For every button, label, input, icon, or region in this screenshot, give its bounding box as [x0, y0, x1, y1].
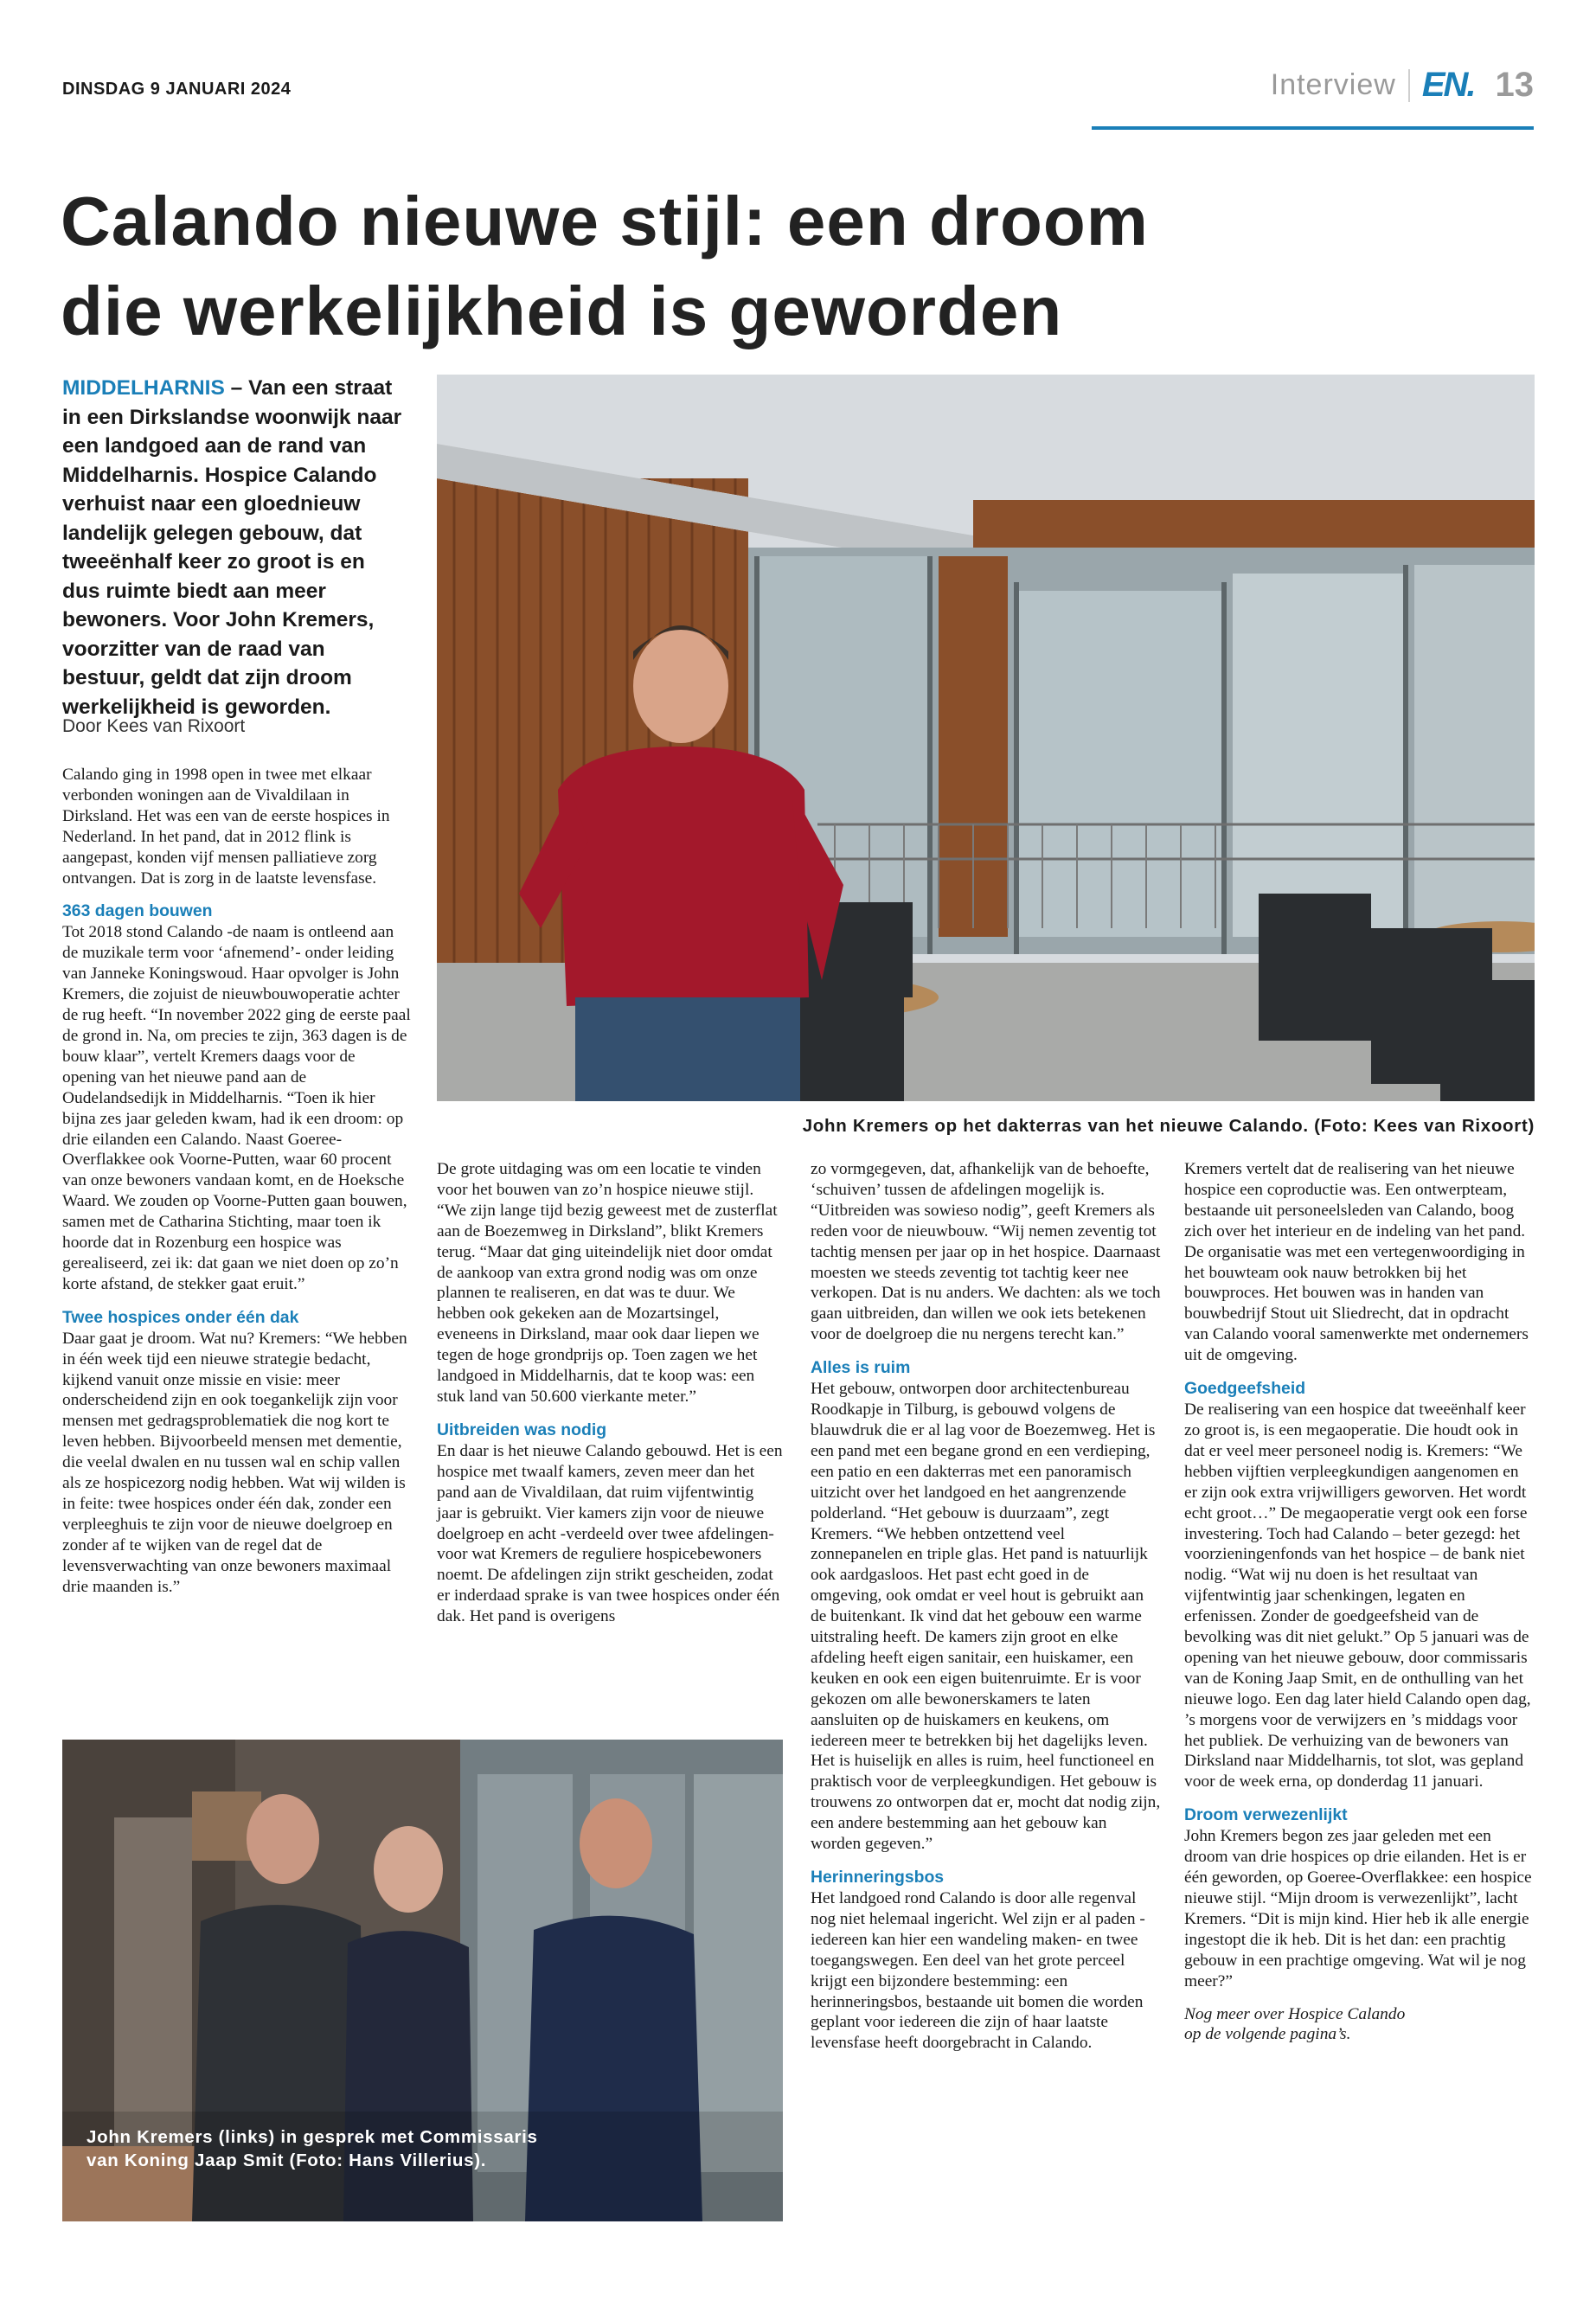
paragraph: En daar is het nieuwe Calando gebouwd. Het is een hospice met twaalf kamers, zeven meer dan het pand aan de Vivaldilaan, dat ruim vijfentwintig jaar is gebruikt. Vier kamers zijn voor de nieuwe doelgroep en acht -verdeeld over twee afdelingen- voor wat Kremers de reguliere hospicebewoners noemt. De afdelingen zijn strikt gescheiden, zodat er inderdaad sprake is van twee hospices onder één dak. Het pand is overigens	[437, 1441, 783, 1626]
article-column-3	[811, 1159, 1161, 2054]
paragraph: De realisering van een hospice dat tweeënhalf keer zo groot is, is een megaoperatie. Die houdt ook in dat er veel meer personeel nodig is. Kremers: “We hebben vijftien verpleegkundigen aangenomen en er zijn ook extra vrijwilligers geworven. Het wordt echt groot…” De megaoperatie vergt ook een forse investering. Toch had Calando – beter gezegd: het voorzieningenfonds van het hospice – de bank niet nodig. “Wat wij nu doen is het resultaat van vijfentwintig jaar schenkingen, legaten en erfenissen. Zonder de goedgeefsheid van de bevolking was dit niet gelukt.” Op 5 januari was de opening van het nieuwe gebouw, door commissaris van de Koning Jaap Smit, en de onthulling van het nieuwe logo. Een dag later hield Calando open dag, ’s morgens voor de verwijzers en ’s middags voor het publiek. De verhuizing van de bewoners van Dirksland naar Middelharnis, tot slot, was gepland voor de week erna, op donderdag 11 januari.	[1184, 1400, 1531, 1791]
photo-caption-conversation	[87, 2125, 538, 2172]
article-column-4	[1184, 1159, 1535, 2045]
section-label: Interview	[1270, 68, 1396, 101]
intro-text: – Van een straat in een Dirkslandse woonwijk naar een landgoed aan de rand van Middelharnis. Hospice Calando verhuist naar een gloednieuw landelijk gelegen gebouw, dat tweeënhalf keer zo groot is en dus ruimte biedt aan meer bewoners. Voor John Kremers, voorzitter van de raad van bestuur, geldt dat zijn droom werkelijkheid is geworden.	[62, 376, 402, 719]
subheading: Herinneringsbos	[811, 1868, 945, 1887]
issue-date: DINSDAG 9 JANUARI 2024	[62, 80, 292, 99]
paragraph: Het landgoed rond Calando is door alle regenval nog niet helemaal ingericht. Wel zijn er al paden -iedereen kan hier een wandeling maken- en twee toegangswegen. Een deel van het grote perceel krijgt een bijzondere bestemming: een herinneringsbos, bestaande uit bomen die worden geplant voor iedereen die zijn of haar laatste levensfase heeft doorgebracht in Calando.	[811, 1889, 1145, 2053]
dateline-place: MIDDELHARNIS	[62, 376, 225, 400]
paragraph: Tot 2018 stond Calando -de naam is ontleend aan de muzikale term voor ‘afnemend’- onder leiding van Janneke Koningswoud. Haar opvolger is John Kremers, die zojuist de nieuwbouwoperatie achter de rug heeft. “In november 2022 ging de eerste paal de grond in. Na, om precies te zijn, 363 dagen is de bouw klaar”, vertelt Kremers daags voor de opening van het nieuwe pand aan de Oudelandsedijk in Middelharnis. “Toen ik hier bijna zes jaar geleden kwam, had ik een droom: op drie eilanden een Calando. Naast Goeree-Overflakkee ook Voorne-Putten, waar 60 procent van onze bewoners vandaan komt, en de Hoeksche Waard. We zouden op Voorne-Putten gaan bouwen, samen met de Catharina Stichting, maar toen ik hoorde dat in Rozenburg een hospice was gerealiseerd, zei ik: dat gaan we niet doen op zo’n korte afstand, de stekker gaat eruit.”	[62, 923, 411, 1293]
header-divider	[1408, 69, 1410, 102]
paragraph: De grote uitdaging was om een locatie te vinden voor het bouwen van zo’n hospice nieuwe stijl. “We zijn lange tijd bezig geweest met de zusterflat aan de Boezemweg in Dirksland”, blikt Kremers terug. “Maar dat ging uiteindelijk niet door omdat de aankoop van extra grond nodig was om onze plannen te realiseren, en dat was te duur. We hebben ook gekeken aan de Mozartsingel, eveneens in Dirksland, maar ook daar liepen we tegen de hoge grondprijs op. Toen zagen we het landgoed in Middelharnis, dat te koop was: een stuk land van 50.600 vierkante meter.”	[437, 1160, 778, 1406]
subheading: Twee hospices onder één dak	[62, 1307, 299, 1327]
paragraph: Het gebouw, ontworpen door architectenbureau Roodkapje in Tilburg, is gebouwd volgens de blauwdruk die er al lag voor de Boezemweg. Het is een pand met een begane grond en een verdieping, een patio en een dakterras met een panoramisch uitzicht over het landgoed en het aangrenzende polderland. “Het gebouw is duurzaam”, zegt Kremers. “We hebben ontzettend veel zonnepanelen en triple glas. Het pand is natuurlijk ook aardgasloos. Het past echt goed in de omgeving, ook omdat er veel hout is gebruikt aan de buitenkant. Ik vind dat het gebouw een warme uitstraling heeft. De kamers zijn groot en elke afdeling heeft eigen sanitair, een huiskamer, een keuken en ook een eigen buitenruimte. Er is voor gekozen om alle bewonerskamers te laten aansluiten op de huiskamers en keukens, om iedereen meer te betrekken bij het dagelijks leven. Het is huiselijk en alles is ruim, heel functioneel en praktisch voor de verpleegkundigen. Het gebouw is trouwens zo ontworpen dat er, mocht dat nodig zijn, een andere bestemming aan het gebouw kan worden gegeven.”	[811, 1380, 1161, 1854]
terrace-illustration	[437, 375, 1535, 1101]
article-intro	[62, 374, 408, 721]
caption2-line-1: John Kremers (links) in gesprek met Commissaris	[87, 2127, 538, 2147]
headline	[61, 176, 1272, 356]
closing-note-line-1: Nog meer over Hospice Calando	[1184, 2004, 1406, 2023]
paragraph: John Kremers begon zes jaar geleden met een droom van drie hospices op drie eilanden. Het is er één geworden, op Goeree-Overflakkee: een hospice nieuwe stijl. “Mijn droom is verwezenlijkt”, lacht Kremers. “Dit is mijn kind. Hier heb ik alle energie ingestopt die ik heb. Dit is het dan: een prachtig gebouw in een prachtige omgeving. Wat wil je nog meer?”	[1184, 1827, 1532, 1990]
byline: Door Kees van Rixoort	[62, 716, 246, 736]
closing-note-line-2: op de volgende pagina’s.	[1184, 2025, 1351, 2044]
subheading: Uitbreiden was nodig	[437, 1420, 607, 1439]
newspaper-logo: EN.	[1421, 66, 1475, 104]
caption2-line-2: van Koning Jaap Smit (Foto: Hans Villerius).	[87, 2150, 487, 2170]
paragraph: Daar gaat je droom. Wat nu? Kremers: “We hebben in één week tijd een nieuwe strategie bedacht, kijkend vanuit onze missie en visie: meer onderscheidend zijn en ook toegankelijk zijn voor mensen met gedragsproblematiek die nog kort te leven hebben. Bijvoorbeeld mensen met dementie, die veelal dwalen en nu tussen wal en schip vallen als ze hospicezorg nodig hebben. Wat wij wilden is in feite: twee hospices onder één dak, zonder een verpleeghuis te zijn voor de nieuwe doelgroep en zonder af te wijken van de regel dat de levensverwachting van onze bewoners maximaal drie maanden is.”	[62, 1329, 407, 1596]
subheading: 363 dagen bouwen	[62, 901, 213, 921]
page-header	[1271, 66, 1534, 105]
headline-line-2: die werkelijkheid is geworden	[61, 272, 1063, 349]
page-number: 13	[1495, 66, 1534, 104]
subheading: Droom verwezenlijkt	[1184, 1805, 1348, 1825]
terrace-photo	[437, 375, 1535, 1101]
paragraph: Kremers vertelt dat de realisering van het nieuwe hospice een coproductie was. Een ontwerpteam, bestaande uit personeelsleden van Calando, boog zich over het interieur en de indeling van het pand. De organisatie was met een vertegenwoordiging in het bouwteam ook nauw betrokken bij het bouwproces. Het bouwen was in handen van bouwbedrijf Stout uit Sliedrecht, dat in opdracht van Calando vooral samenwerkte met ondernemers uit de omgeving.	[1184, 1160, 1529, 1365]
header-rule	[1092, 126, 1534, 130]
article-column-1	[62, 765, 413, 1598]
article-column-2	[437, 1159, 783, 1627]
paragraph: zo vormgegeven, dat, afhankelijk van de behoefte, ‘schuiven’ tussen de afdelingen mogelijk is. “Uitbreiden was sowieso nodig”, geeft Kremers als reden voor de nieuwbouw. “Wij nemen zeventig tot tachtig mensen per jaar op in het hospice. Daarnaast moesten we steeds zeventig tot tachtig keer nee verkopen. Dat is nu anders. We dachten: als we toch gaan uitbreiden, dan willen we ook iets betekenen voor de doelgroep die nu nergens terecht kan.”	[811, 1160, 1161, 1344]
subheading: Goedgeefsheid	[1184, 1379, 1306, 1399]
photo-caption-terrace: John Kremers op het dakterras van het nieuwe Calando. (Foto: Kees van Rixoort)	[802, 1116, 1535, 1136]
headline-line-1: Calando nieuwe stijl: een droom	[61, 183, 1149, 260]
closing-note	[1184, 2004, 1535, 2046]
subheading: Alles is ruim	[811, 1358, 911, 1378]
paragraph: Calando ging in 1998 open in twee met elkaar verbonden woningen aan de Vivaldilaan in Dirksland. Het was een van de eerste hospices in Nederland. In het pand, dat in 2012 flink is aangepast, konden vijf mensen palliatieve zorg ontvangen. Dat is zorg in de laatste levensfase.	[62, 766, 390, 888]
